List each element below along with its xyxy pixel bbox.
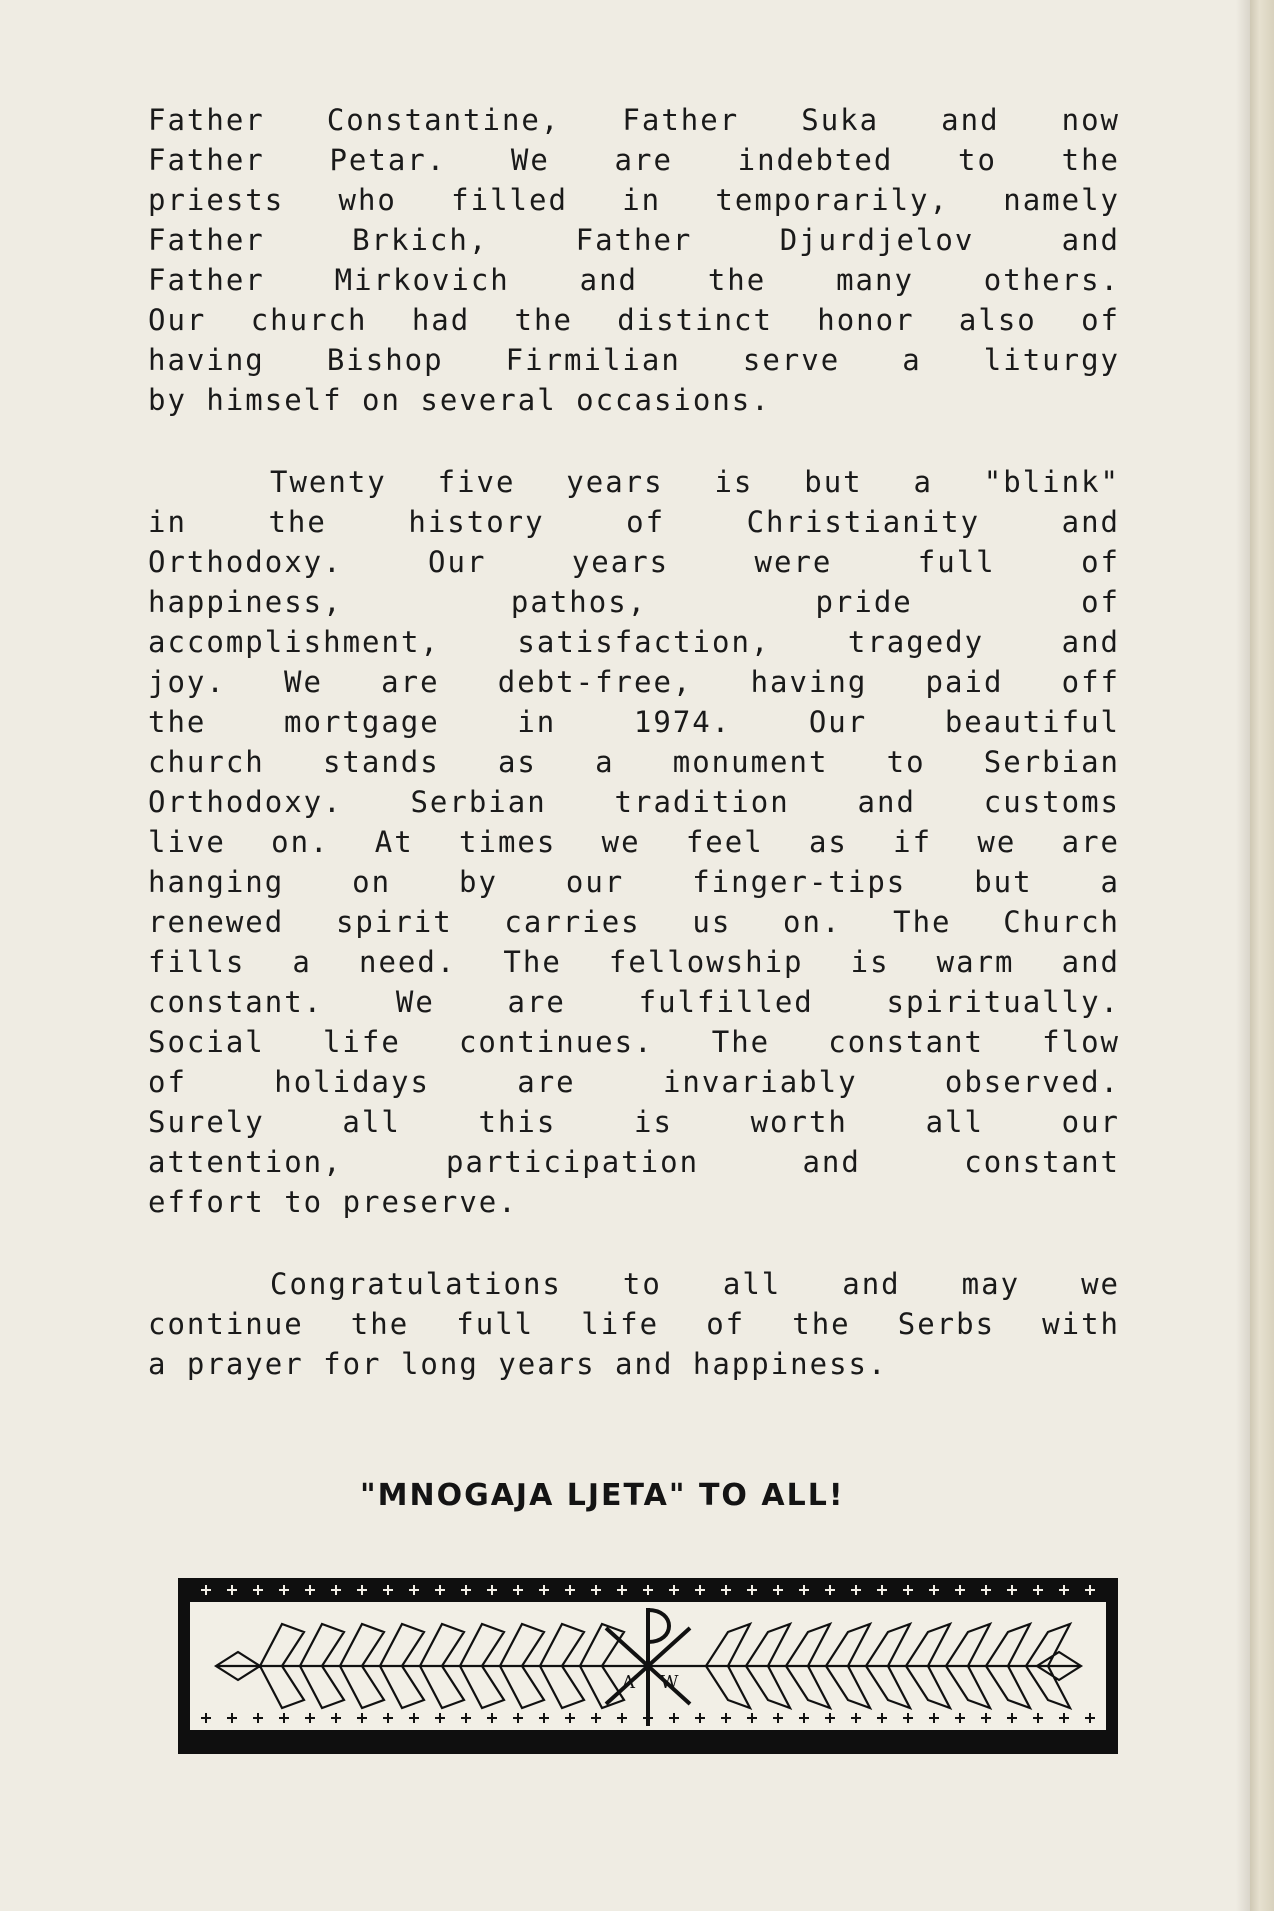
text-line: effort to preserve. — [148, 1185, 518, 1219]
text-line: attention, participation and constant — [148, 1145, 1120, 1179]
text-line: Orthodoxy. Our years were full of — [148, 545, 1120, 579]
text-line: Social life continues. The constant flow — [148, 1025, 1120, 1059]
text-line: live on. At times we feel as if we are — [148, 825, 1120, 859]
text-line: accomplishment, satisfaction, tragedy and — [148, 625, 1120, 659]
text-line: Father Brkich, Father Djurdjelov and — [148, 223, 1120, 257]
text-line: the mortgage in 1974. Our beautiful — [148, 705, 1120, 739]
text-line: church stands as a monument to Serbian — [148, 745, 1120, 779]
text-line: renewed spirit carries us on. The Church — [148, 905, 1120, 939]
text-line: having Bishop Firmilian serve a liturgy — [148, 343, 1120, 377]
text-line: Father Petar. We are indebted to the — [148, 143, 1120, 177]
text-line: Orthodoxy. Serbian tradition and customs — [148, 785, 1120, 819]
text-line: of holidays are invariably observed. — [148, 1065, 1120, 1099]
text-line: continue the full life of the Serbs with — [148, 1307, 1120, 1341]
text-line: joy. We are debt-free, having paid off — [148, 665, 1120, 699]
page-edge-shadow — [1236, 0, 1250, 1911]
text-line: Our church had the distinct honor also of — [148, 303, 1120, 337]
text-line: constant. We are fulfilled spiritually. — [148, 985, 1120, 1019]
paragraph-2 — [148, 462, 1120, 1222]
text-line: Father Constantine, Father Suka and now — [148, 103, 1120, 137]
closing-greeting: "MNOGAJA LJETA" TO ALL! — [360, 1478, 845, 1513]
cross-row-top — [201, 1585, 1095, 1595]
text-line: hanging on by our finger-tips but a — [148, 865, 1120, 899]
paragraph-1 — [148, 100, 1120, 420]
text-line: Twenty five years is but a "blink" — [270, 465, 1120, 499]
text-line: priests who filled in temporarily, namely — [148, 183, 1120, 217]
text-line: a prayer for long years and happiness. — [148, 1347, 888, 1381]
text-line: happiness, pathos, pride of — [148, 585, 1120, 619]
text-line: in the history of Christianity and — [148, 505, 1120, 539]
text-line: fills a need. The fellowship is warm and — [148, 945, 1120, 979]
alpha-letter: A — [622, 1672, 635, 1693]
text-line: Father Mirkovich and the many others. — [148, 263, 1120, 297]
omega-letter: W — [660, 1672, 679, 1693]
text-line: by himself on several occasions. — [148, 383, 771, 417]
text-line: Surely all this is worth all our — [148, 1105, 1120, 1139]
text-line: Congratulations to all and may we — [270, 1267, 1120, 1301]
chi-rho-wheat-ornament — [176, 1576, 1120, 1756]
paragraph-3 — [148, 1264, 1120, 1384]
page-edge — [1250, 0, 1274, 1911]
